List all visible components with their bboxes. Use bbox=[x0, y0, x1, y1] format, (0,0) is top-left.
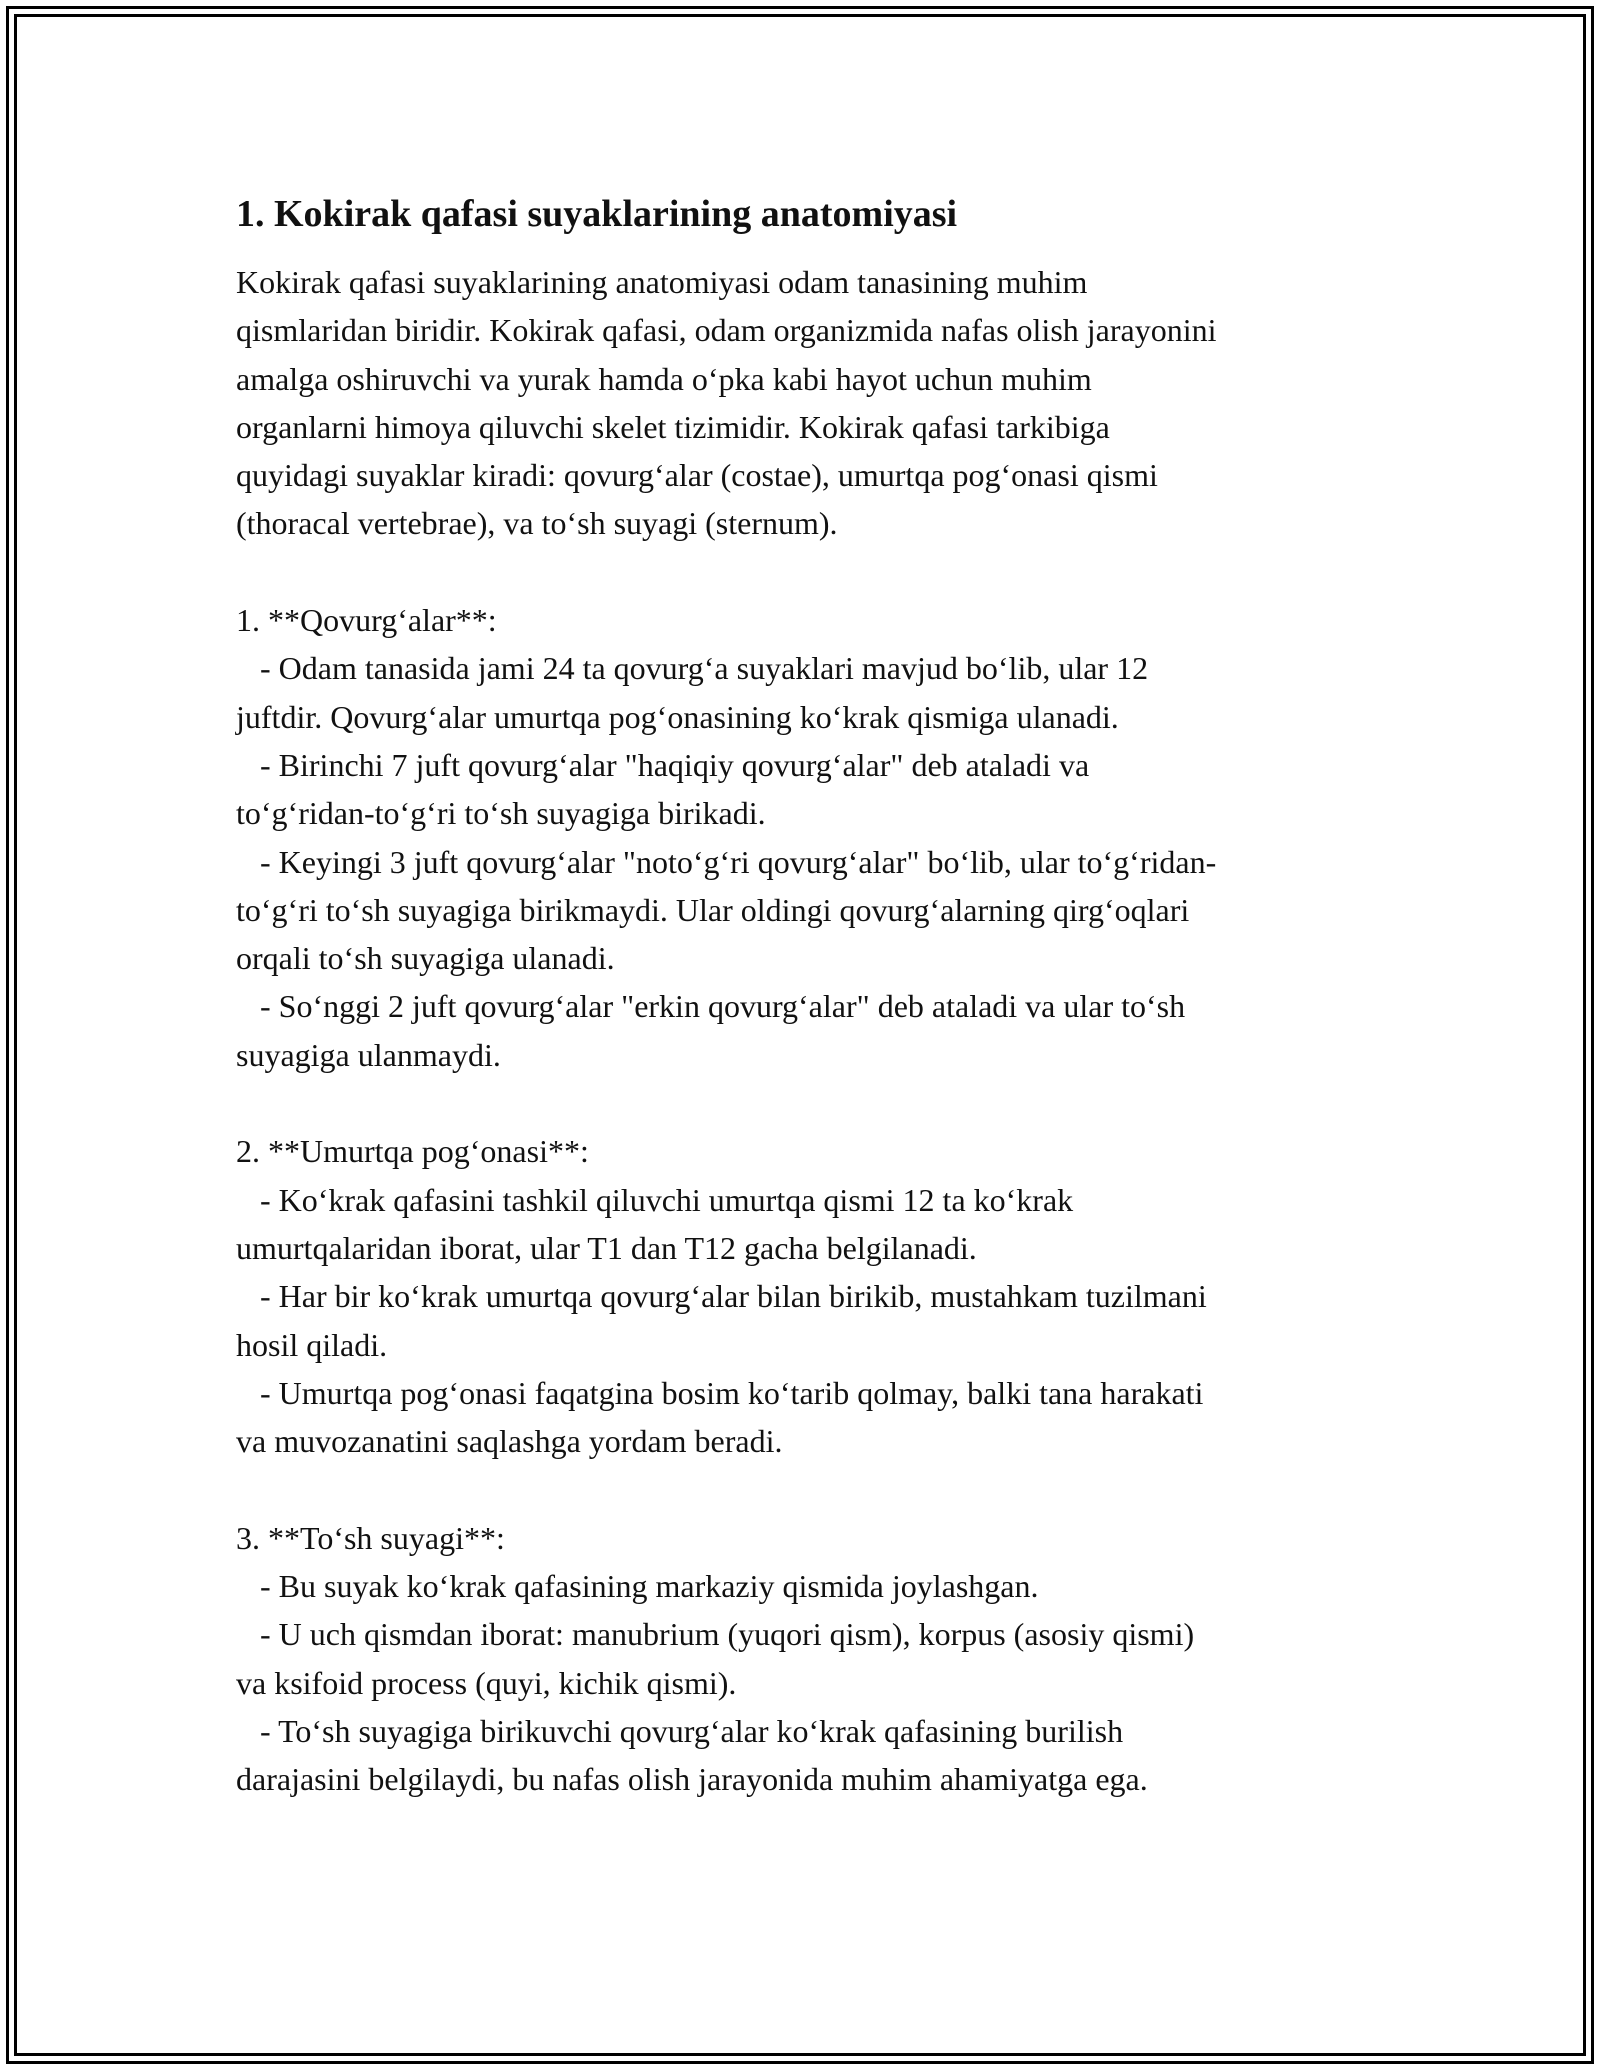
blank-line bbox=[236, 1465, 1376, 1513]
document-body bbox=[236, 190, 1376, 1804]
text-line: to‘g‘ri to‘sh suyagiga birikmaydi. Ular oldingi qovurg‘alarning qirg‘oqlari bbox=[236, 891, 1190, 928]
text-line: amalga oshiruvchi va yurak hamda o‘pka kabi hayot uchun muhim bbox=[236, 360, 1092, 397]
text-line: orqali to‘sh suyagiga ulanadi. bbox=[236, 940, 615, 977]
list-heading-spine: 2. **Umurtqa pog‘onasi**: bbox=[236, 1133, 589, 1170]
text-line: juftdir. Qovurg‘alar umurtqa pog‘onasining ko‘krak qismiga ulanadi. bbox=[236, 698, 1119, 735]
text-line: va muvozanatini saqlashga yordam beradi. bbox=[236, 1423, 783, 1460]
text-line: - Keyingi 3 juft qovurg‘alar "noto‘g‘ri qovurg‘alar" bo‘lib, ular to‘g‘ridan- bbox=[236, 843, 1217, 880]
text-line: qismlaridan biridir. Kokirak qafasi, odam organizmida nafas olish jarayonini bbox=[236, 312, 1217, 349]
section-heading: 1. Kokirak qafasi suyaklarining anatomiyasi bbox=[236, 193, 958, 235]
list-heading-ribs: 1. **Qovurg‘alar**: bbox=[236, 602, 497, 639]
text-line: - Birinchi 7 juft qovurg‘alar "haqiqiy qovurg‘alar" deb ataladi va bbox=[236, 746, 1090, 783]
text-line: suyagiga ulanmaydi. bbox=[236, 1036, 501, 1073]
text-line: - U uch qismdan iborat: manubrium (yuqori qism), korpus (asosiy qismi) bbox=[236, 1616, 1195, 1653]
text-line: - Har bir ko‘krak umurtqa qovurg‘alar bilan birikib, mustahkam tuzilmani bbox=[236, 1278, 1207, 1315]
text-line: - To‘sh suyagiga birikuvchi qovurg‘alar ko‘krak qafasining burilish bbox=[236, 1712, 1124, 1749]
list-heading-sternum: 3. **To‘sh suyagi**: bbox=[236, 1519, 505, 1556]
paragraph-lines bbox=[236, 258, 1376, 1804]
text-line: organlarni himoya qiluvchi skelet tizimidir. Kokirak qafasi tarkibiga bbox=[236, 408, 1110, 445]
text-line: - So‘nggi 2 juft qovurg‘alar "erkin qovurg‘alar" deb ataladi va ular to‘sh bbox=[236, 988, 1186, 1025]
text-line: Kokirak qafasi suyaklarining anatomiyasi odam tanasining muhim bbox=[236, 264, 1088, 300]
text-line: - Odam tanasida jami 24 ta qovurg‘a suyaklari mavjud bo‘lib, ular 12 bbox=[236, 650, 1149, 687]
text-line: darajasini belgilaydi, bu nafas olish jarayonida muhim ahamiyatga ega. bbox=[236, 1761, 1148, 1798]
text-line: quyidagi suyaklar kiradi: qovurg‘alar (costae), umurtqa pog‘onasi qismi bbox=[236, 457, 1158, 494]
text-line: to‘g‘ridan-to‘g‘ri to‘sh suyagiga birikadi. bbox=[236, 795, 766, 832]
blank-line bbox=[236, 548, 1376, 596]
text-line: - Umurtqa pog‘onasi faqatgina bosim ko‘tarib qolmay, balki tana harakati bbox=[236, 1374, 1204, 1411]
text-line: - Bu suyak ko‘krak qafasining markaziy qismida joylashgan. bbox=[236, 1568, 1039, 1605]
text-line: - Ko‘krak qafasini tashkil qiluvchi umurtqa qismi 12 ta ko‘krak bbox=[236, 1181, 1074, 1218]
text-line: va ksifoid process (quyi, kichik qismi). bbox=[236, 1664, 737, 1701]
text-line: umurtqalaridan iborat, ular T1 dan T12 gacha belgilanadi. bbox=[236, 1229, 977, 1266]
blank-line bbox=[236, 1079, 1376, 1127]
text-line: hosil qiladi. bbox=[236, 1326, 388, 1363]
text-line: (thoracal vertebrae), va to‘sh suyagi (sternum). bbox=[236, 505, 838, 542]
